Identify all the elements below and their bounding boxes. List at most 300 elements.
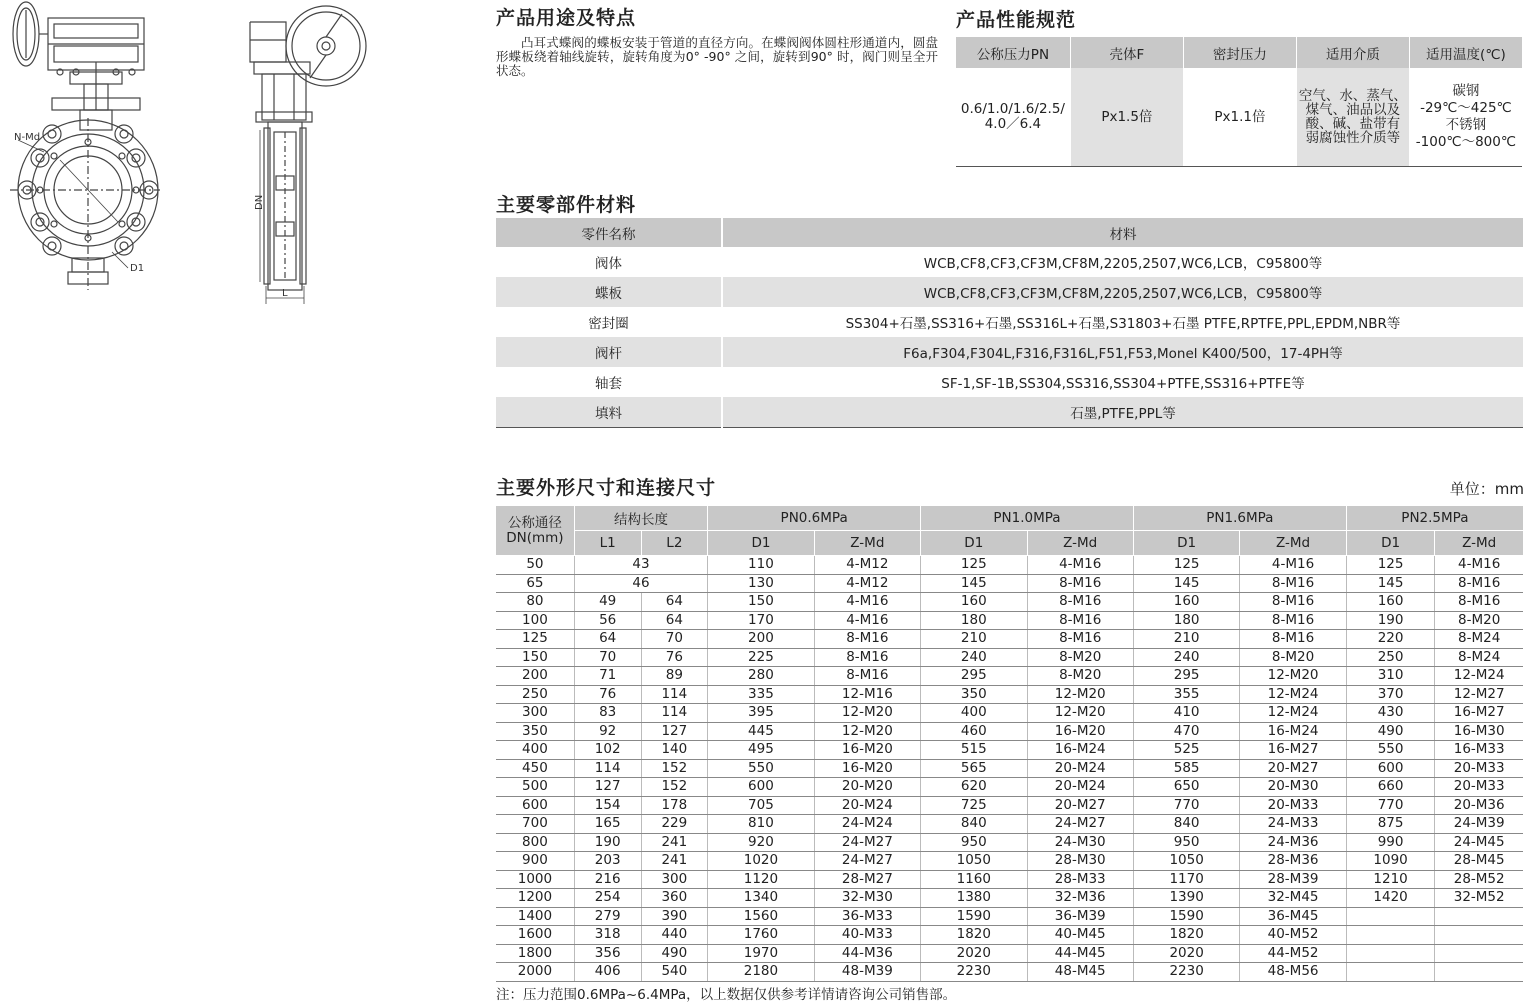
table-cell: 180 [921,611,1027,630]
part-material: 石墨,PTFE,PPL等 [722,397,1523,428]
table-cell: 1340 [708,889,814,908]
table-cell: 700 [496,815,574,834]
table-cell: 12-M24 [1240,685,1346,704]
table-cell: 2180 [708,963,814,982]
spec-header: 壳体F [1070,37,1183,68]
table-cell: 490 [641,944,708,963]
table-cell: 76 [641,648,708,667]
table-cell: 32-M30 [814,889,920,908]
table-cell: 1590 [921,907,1027,926]
table-cell: 470 [1133,722,1239,741]
spec-header: 适用介质 [1296,37,1409,68]
materials-header: 零件名称 [496,218,722,247]
table-cell: 24-M27 [1027,815,1133,834]
part-name: 密封圈 [496,307,722,337]
table-cell: 40-M45 [1027,926,1133,945]
table-cell: 8-M20 [1435,611,1523,630]
table-cell: 24-M45 [1435,833,1523,852]
table-cell: 24-M30 [1027,833,1133,852]
table-cell: 1020 [708,852,814,871]
table-row [496,667,1523,686]
table-cell: 160 [1346,593,1435,612]
table-cell: 1120 [708,870,814,889]
table-cell: 165 [574,815,641,834]
table-cell: 8-M20 [1027,648,1133,667]
table-cell: 1560 [708,907,814,926]
table-cell: 4-M16 [814,593,920,612]
spec-temp-line: -100℃～800℃ [1415,134,1517,150]
table-cell: 920 [708,833,814,852]
table-row [496,277,1523,307]
table-row [496,741,1523,760]
part-name: 填料 [496,397,722,428]
table-cell: 32-M45 [1240,889,1346,908]
table-row [496,722,1523,741]
table-cell: 16-M20 [814,759,920,778]
table-cell: 145 [921,574,1027,593]
table-cell: 24-M24 [814,815,920,834]
table-cell: 64 [641,611,708,630]
table-cell: 76 [574,685,641,704]
table-cell: 150 [496,648,574,667]
table-cell [1435,963,1523,982]
table-cell: 8-M16 [814,648,920,667]
table-row [496,367,1523,397]
dims-subheader: L2 [641,531,708,556]
table-cell: 770 [1133,796,1239,815]
table-cell: 1050 [1133,852,1239,871]
table-cell: 495 [708,741,814,760]
table-cell: 360 [641,889,708,908]
table-cell: 318 [574,926,641,945]
table-cell: 4-M12 [814,556,920,575]
dims-subheader: L1 [574,531,641,556]
table-cell: 210 [921,630,1027,649]
table-cell: 295 [921,667,1027,686]
dims-subheader: Z-Md [1027,531,1133,556]
table-cell: 1820 [1133,926,1239,945]
materials-title: 主要零部件材料 [496,194,637,216]
table-cell: 180 [1133,611,1239,630]
table-cell: 216 [574,870,641,889]
table-cell: 20-M33 [1240,796,1346,815]
table-cell: 370 [1346,685,1435,704]
table-cell: 400 [921,704,1027,723]
spec-temp-line: 不锈钢 [1445,117,1487,133]
table-cell: 395 [708,704,814,723]
table-row [496,593,1523,612]
table-cell: 2000 [496,963,574,982]
table-row [496,648,1523,667]
table-cell: 12-M20 [1240,667,1346,686]
table-cell: 540 [641,963,708,982]
spec-header: 公称压力PN [956,37,1070,68]
dims-header-group: PN0.6MPa [708,506,921,531]
table-cell: 89 [641,667,708,686]
table-cell: 20-M27 [1027,796,1133,815]
part-name: 轴套 [496,367,722,397]
table-cell: 16-M20 [1027,722,1133,741]
table-cell: 1210 [1346,870,1435,889]
table-cell: 650 [1133,778,1239,797]
table-cell: 127 [574,778,641,797]
table-cell: 48-M39 [814,963,920,982]
table-cell: 4-M16 [1027,556,1133,575]
table-row [496,759,1523,778]
table-cell: 16-M24 [1240,722,1346,741]
table-cell: 875 [1346,815,1435,834]
dims-subheader: D1 [708,531,814,556]
table-cell: 110 [708,556,814,575]
table-cell: 48-M56 [1240,963,1346,982]
dims-header-dn-line: DN(mm) [506,529,564,546]
table-cell: 64 [641,593,708,612]
table-cell: 350 [921,685,1027,704]
table-cell: 70 [641,630,708,649]
table-cell: 200 [708,630,814,649]
table-cell: 114 [641,685,708,704]
table-cell: 565 [921,759,1027,778]
table-cell: 24-M27 [814,852,920,871]
spec-pn [956,68,1070,167]
table-cell: 12-M27 [1435,685,1523,704]
table-cell: 8-M16 [1435,593,1523,612]
table-cell: 140 [641,741,708,760]
table-cell [1435,926,1523,945]
table-cell: 20-M24 [1027,759,1133,778]
table-cell: 950 [921,833,1027,852]
table-cell: 46 [574,574,707,593]
table-cell: 2020 [1133,944,1239,963]
table-cell: 950 [1133,833,1239,852]
table-cell: 83 [574,704,641,723]
dims-table [496,506,1523,982]
table-cell: 8-M16 [1027,630,1133,649]
table-cell: 229 [641,815,708,834]
table-cell: 16-M33 [1435,741,1523,760]
part-material: F6a,F304,F304L,F316,F316L,F51,F53,Monel K400/500，17-4PH等 [722,337,1523,367]
table-cell: 71 [574,667,641,686]
table-cell: 1600 [496,926,574,945]
table-cell: 36-M45 [1240,907,1346,926]
table-cell: 40-M33 [814,926,920,945]
table-cell: 8-M16 [1435,574,1523,593]
table-row [496,556,1523,575]
spec-media-line: 空气、水、蒸气、 [1298,88,1407,104]
table-cell: 125 [496,630,574,649]
spec-header: 密封压力 [1183,37,1296,68]
table-cell: 28-M36 [1240,852,1346,871]
table-cell: 800 [496,833,574,852]
table-cell: 24-M33 [1240,815,1346,834]
table-cell: 20-M36 [1435,796,1523,815]
table-cell: 406 [574,963,641,982]
table-cell [1435,907,1523,926]
table-cell: 92 [574,722,641,741]
table-cell: 28-M27 [814,870,920,889]
table-cell: 20-M33 [1435,759,1523,778]
table-cell: 250 [1346,648,1435,667]
table-cell: 600 [708,778,814,797]
usage-text: 凸耳式蝶阀的蝶板安装于管道的直径方向。在蝶阀阀体圆柱形通道内，圆盘形蝶板绕着轴线旋转，旋转角度为0° -90° 之间，旋转到90° 时，阀门则呈全开状态。 [496,35,938,78]
table-cell: 32-M52 [1435,889,1523,908]
dims-header-group: PN1.0MPa [921,506,1134,531]
table-cell: 44-M36 [814,944,920,963]
table-cell: 225 [708,648,814,667]
table-row [496,963,1523,982]
table-cell: 20-M24 [814,796,920,815]
table-row [496,778,1523,797]
table-cell: 114 [641,704,708,723]
table-cell: 240 [921,648,1027,667]
table-cell: 8-M16 [1027,574,1133,593]
table-cell: 355 [1133,685,1239,704]
table-cell: 1160 [921,870,1027,889]
dims-header-length: 结构长度 [574,506,707,531]
spec-temp-line: 碳钢 [1452,83,1480,99]
table-cell: 1050 [921,852,1027,871]
table-cell: 145 [1133,574,1239,593]
spec-temp-line: -29℃～425℃ [1420,100,1512,116]
table-cell: 8-M16 [1240,611,1346,630]
table-cell: 1590 [1133,907,1239,926]
table-cell: 990 [1346,833,1435,852]
table-cell: 2230 [921,963,1027,982]
table-cell: 44-M52 [1240,944,1346,963]
table-cell [1346,926,1435,945]
table-cell: 1200 [496,889,574,908]
spec-title: 产品性能规范 [956,9,1077,31]
table-cell: 310 [1346,667,1435,686]
table-cell: 16-M24 [1027,741,1133,760]
table-cell: 295 [1133,667,1239,686]
table-cell: 8-M24 [1435,630,1523,649]
table-cell: 1820 [921,926,1027,945]
table-row [496,630,1523,649]
dims-header-dn [496,506,574,556]
table-cell: 36-M33 [814,907,920,926]
label-d1: D1 [130,263,145,274]
table-cell: 20-M27 [1240,759,1346,778]
spec-media-line: 酸、碱、盐带有 [1305,116,1401,132]
table-cell: 1760 [708,926,814,945]
table-cell: 28-M45 [1435,852,1523,871]
dims-unit: 单位：mm [1449,480,1524,498]
table-cell: 8-M16 [814,630,920,649]
table-cell: 390 [641,907,708,926]
table-cell: 515 [921,741,1027,760]
dims-header-group: PN2.5MPa [1346,506,1523,531]
table-cell: 4-M16 [1240,556,1346,575]
table-cell: 127 [641,722,708,741]
part-material: SF-1,SF-1B,SS304,SS316,SS304+PTFE,SS316+PTFE等 [941,376,1305,392]
table-cell: 50 [496,556,574,575]
table-cell: 770 [1346,796,1435,815]
table-cell: 190 [1346,611,1435,630]
table-cell: 44-M45 [1027,944,1133,963]
table-cell: 102 [574,741,641,760]
spec-pn-line: 4.0／6.4 [984,116,1042,132]
dims-title: 主要外形尺寸和连接尺寸 [496,477,717,499]
table-cell: 154 [574,796,641,815]
table-row [496,926,1523,945]
table-cell: 28-M30 [1027,852,1133,871]
table-cell: 12-M16 [814,685,920,704]
table-cell: 28-M52 [1435,870,1523,889]
table-row [496,852,1523,871]
table-cell: 70 [574,648,641,667]
table-cell: 48-M45 [1027,963,1133,982]
table-cell: 450 [496,759,574,778]
table-cell: 24-M27 [814,833,920,852]
table-row [496,889,1523,908]
table-cell: 1390 [1133,889,1239,908]
spec-table [956,37,1522,167]
table-cell: 430 [1346,704,1435,723]
part-name: 蝶板 [496,277,722,307]
table-cell: 200 [496,667,574,686]
table-row [496,611,1523,630]
table-cell: 49 [574,593,641,612]
table-cell: 20-M20 [814,778,920,797]
valve-front-drawing [0,0,170,300]
table-cell: 600 [496,796,574,815]
usage-title: 产品用途及特点 [496,7,637,29]
table-cell: 170 [708,611,814,630]
table-cell: 550 [708,759,814,778]
table-cell: 1170 [1133,870,1239,889]
table-cell: 300 [641,870,708,889]
table-cell: 350 [496,722,574,741]
label-l: L [282,288,288,299]
dims-subheader: D1 [1346,531,1435,556]
table-cell: 4-M16 [1435,556,1523,575]
table-cell: 8-M16 [1240,593,1346,612]
table-row [496,704,1523,723]
table-cell: 203 [574,852,641,871]
table-cell: 4-M16 [814,611,920,630]
spec-temp [1409,68,1522,167]
dims-header-dn-line: 公称通径 [507,514,562,531]
dims-subheader: D1 [921,531,1027,556]
table-cell: 20-M33 [1435,778,1523,797]
table-cell: 500 [496,778,574,797]
table-cell: 1970 [708,944,814,963]
table-cell: 125 [1133,556,1239,575]
spec-media-line: 煤气、油品以及 [1305,102,1401,118]
table-cell: 190 [574,833,641,852]
table-cell: 12-M20 [814,704,920,723]
spec-media [1296,68,1409,167]
table-cell: 12-M24 [1240,704,1346,723]
table-cell: 410 [1133,704,1239,723]
table-cell [1435,944,1523,963]
table-cell: 210 [1133,630,1239,649]
table-cell: 490 [1346,722,1435,741]
valve-side-drawing [230,0,370,310]
table-row [496,870,1523,889]
part-name: 阀体 [496,247,722,277]
table-cell [1346,907,1435,926]
table-cell: 43 [574,556,707,575]
table-cell: 1000 [496,870,574,889]
table-cell: 8-M20 [1240,648,1346,667]
table-cell: 240 [1133,648,1239,667]
table-cell: 460 [921,722,1027,741]
part-material: SS304+石墨,SS316+石墨,SS316L+石墨,S31803+石墨 PTFE,RPTFE,PPL,EPDM,NBR等 [845,316,1401,332]
table-cell: 220 [1346,630,1435,649]
table-cell: 725 [921,796,1027,815]
table-cell: 125 [1346,556,1435,575]
table-cell: 114 [574,759,641,778]
table-cell: 40-M52 [1240,926,1346,945]
table-cell: 178 [641,796,708,815]
table-cell: 24-M36 [1240,833,1346,852]
table-cell: 32-M36 [1027,889,1133,908]
table-cell: 250 [496,685,574,704]
table-cell: 254 [574,889,641,908]
dims-header-group: PN1.6MPa [1133,506,1346,531]
table-cell: 28-M33 [1027,870,1133,889]
table-cell: 160 [1133,593,1239,612]
table-cell: 28-M39 [1240,870,1346,889]
table-cell: 152 [641,759,708,778]
spec-shell: Px1.5倍 [1070,68,1183,167]
table-cell: 620 [921,778,1027,797]
table-cell: 20-M30 [1240,778,1346,797]
table-cell: 705 [708,796,814,815]
part-name: 阀杆 [496,337,722,367]
part-material: WCB,CF8,CF3,CF3M,CF8M,2205,2507,WC6,LCB，C95800等 [722,277,1523,307]
table-cell [1346,944,1435,963]
table-cell: 241 [641,833,708,852]
table-cell: 16-M20 [814,741,920,760]
part-material: WCB,CF8,CF3,CF3M,CF8M,2205,2507,WC6,LCB，C95800等 [923,256,1323,272]
table-row [496,337,1523,367]
table-cell: 241 [641,852,708,871]
dims-note: 注：压力范围0.6MPa~6.4MPa，以上数据仅供参考详情请咨询公司销售部。 [496,987,957,1003]
table-row [496,574,1523,593]
table-cell: 130 [708,574,814,593]
table-row [496,833,1523,852]
table-cell: 600 [1346,759,1435,778]
table-cell: 1420 [1346,889,1435,908]
table-cell: 1400 [496,907,574,926]
spec-seal: Px1.1倍 [1183,68,1296,167]
materials-header: 材料 [722,218,1523,247]
table-cell: 335 [708,685,814,704]
table-row [496,815,1523,834]
table-cell: 125 [921,556,1027,575]
table-cell: 2230 [1133,963,1239,982]
table-row [496,907,1523,926]
table-cell: 152 [641,778,708,797]
table-cell: 900 [496,852,574,871]
table-cell: 24-M39 [1435,815,1523,834]
label-dn: DN [254,194,265,210]
dims-subheader: Z-Md [1240,531,1346,556]
table-cell: 1090 [1346,852,1435,871]
table-cell: 8-M24 [1435,648,1523,667]
spec-header: 适用温度(℃) [1409,37,1522,68]
table-cell: 8-M16 [1240,630,1346,649]
table-cell: 279 [574,907,641,926]
table-cell: 150 [708,593,814,612]
table-cell: 810 [708,815,814,834]
table-cell: 12-M20 [814,722,920,741]
table-row [496,307,1523,337]
table-cell: 1380 [921,889,1027,908]
